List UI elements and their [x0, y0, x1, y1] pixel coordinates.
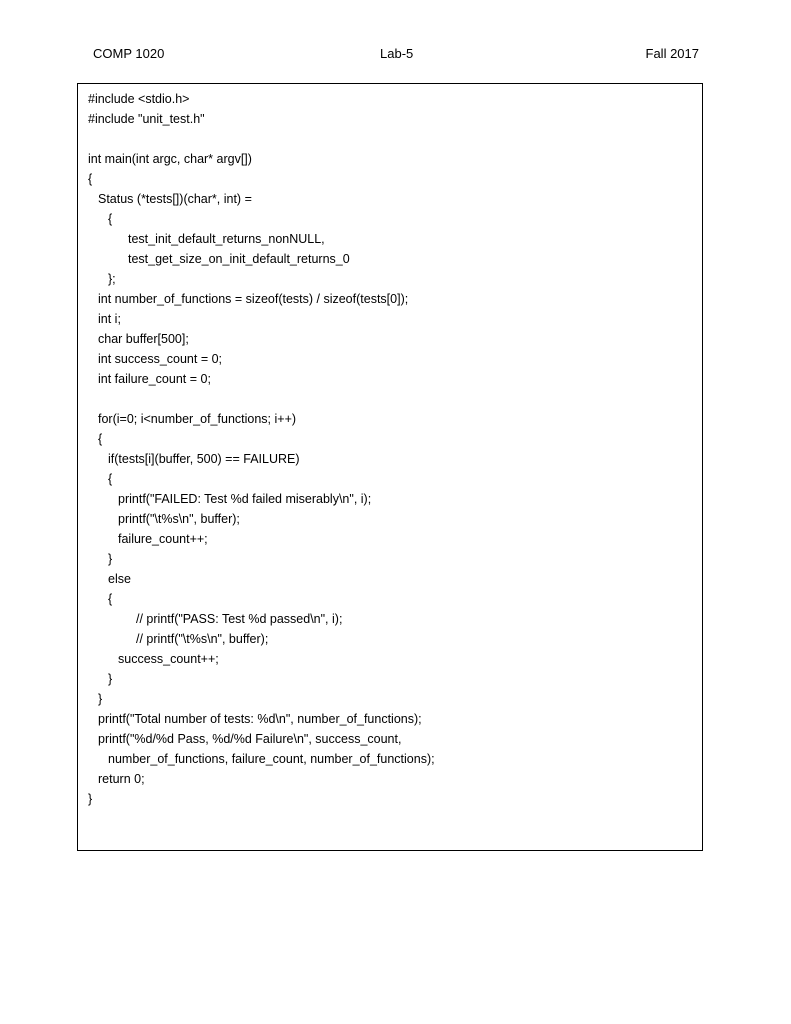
code-line: }: [108, 552, 113, 566]
code-line: }: [98, 692, 103, 706]
code-line: success_count++;: [118, 652, 219, 666]
code-line: [78, 389, 702, 409]
code-line: // printf("PASS: Test %d passed\n", i);: [136, 612, 343, 626]
code-line: }: [88, 792, 93, 806]
code-line: printf("Total number of tests: %d\n", number_of_functions);: [98, 712, 422, 726]
course-code: COMP 1020: [93, 46, 165, 61]
page-header: [0, 46, 791, 66]
code-line: printf("%d/%d Pass, %d/%d Failure\n", success_count,: [98, 732, 402, 746]
term-label: Fall 2017: [645, 46, 699, 61]
code-line: int failure_count = 0;: [98, 372, 211, 386]
code-line: int i;: [98, 312, 121, 326]
code-line: number_of_functions, failure_count, number_of_functions);: [108, 752, 435, 766]
code-line: int number_of_functions = sizeof(tests) / sizeof(tests[0]);: [98, 292, 409, 306]
code-line: {: [98, 432, 103, 446]
code-listing-box: [77, 83, 703, 851]
code-line: char buffer[500];: [98, 332, 189, 346]
code-line: #include "unit_test.h": [88, 112, 205, 126]
code-line: Status (*tests[])(char*, int) =: [98, 192, 252, 206]
code-line: {: [108, 472, 113, 486]
code-line: printf("\t%s\n", buffer);: [118, 512, 240, 526]
code-line: };: [108, 272, 116, 286]
code-line: {: [108, 592, 113, 606]
code-line: }: [108, 672, 113, 686]
code-line: else: [108, 572, 131, 586]
code-line: for(i=0; i<number_of_functions; i++): [98, 412, 297, 426]
code-line: test_init_default_returns_nonNULL,: [128, 232, 325, 246]
code-line: test_get_size_on_init_default_returns_0: [128, 252, 350, 266]
code-line: #include <stdio.h>: [88, 92, 190, 106]
code-line: printf("FAILED: Test %d failed miserably\n", i);: [118, 492, 372, 506]
code-line: return 0;: [98, 772, 145, 786]
code-line: failure_count++;: [118, 532, 208, 546]
code-line: {: [88, 172, 93, 186]
code-line: int main(int argc, char* argv[]): [88, 152, 252, 166]
lab-title: Lab-5: [380, 46, 414, 61]
code-listing: [78, 89, 702, 809]
code-line: if(tests[i](buffer, 500) == FAILURE): [108, 452, 300, 466]
code-line: // printf("\t%s\n", buffer);: [136, 632, 269, 646]
code-line: {: [108, 212, 113, 226]
code-line: int success_count = 0;: [98, 352, 223, 366]
code-line: [78, 129, 702, 149]
